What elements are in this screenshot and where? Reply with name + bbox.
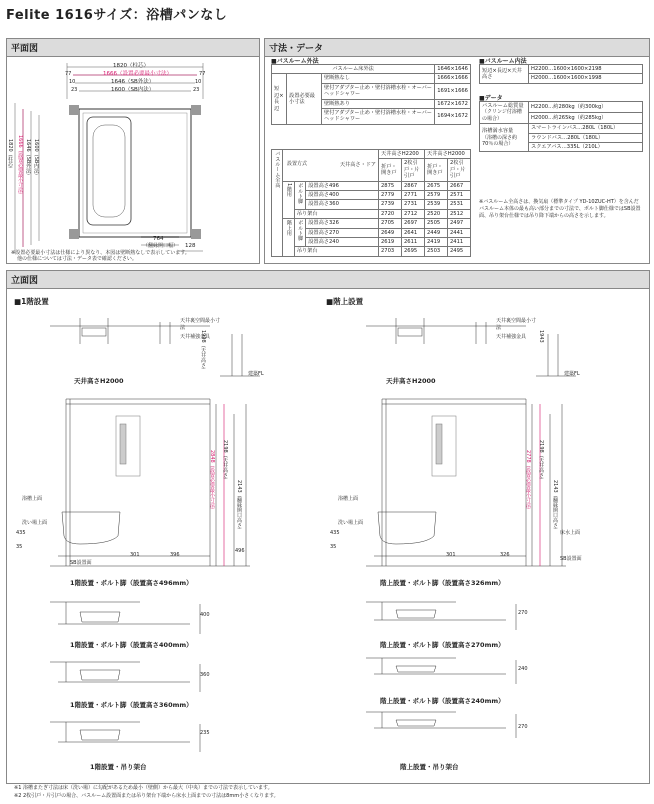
door-col: 2枚引戸・片引戸 [402, 159, 425, 181]
height-row-label: 設置高さ360 [306, 200, 379, 209]
left-small-dim: 496 [235, 548, 245, 554]
right-caption-2: 階上設置・ボルト脚（設置高さ270mm） [380, 641, 505, 649]
height-row-label: 吊り架台 [294, 209, 378, 218]
right-caption-3: 階上設置・ボルト脚（設置高さ240mm） [380, 697, 505, 705]
data-title: ■データ [479, 95, 503, 102]
dimdata-note: ※バスルーム全高さは、換気扇（標準タイプ YD-10ZUC-HT）を含んだバスルーム本体の最も高い部分までの寸法で、ボルト脚仕様ではSB設置面、吊り架台仕様では吊り降下端からの高さを示します。 [479, 199, 641, 219]
outer-row-label: 壁付アダプター止め・壁付浴槽水栓・オーバーヘッドシャワー [322, 109, 435, 125]
inner-row: H2000…1600×1600×1998 [529, 74, 643, 83]
outer-row-label: 壁断熱あり [322, 99, 435, 108]
height-row-label: 設置高さ240 [306, 238, 379, 247]
height-cell: 2731 [402, 200, 425, 209]
height-cell: 2497 [448, 219, 471, 228]
right-dim-3: 2198（天井高さ） [538, 440, 544, 483]
height-cell: 2641 [402, 228, 425, 237]
height-cell: 2667 [448, 181, 471, 190]
right-ceiling-label: 天井高さH2000 [386, 377, 436, 385]
plan-note-2: 他の仕様については寸法・データ表で確認ください。 [17, 256, 137, 262]
dim-top-1: 1820（柱芯） [113, 63, 149, 69]
dim-top-small-5: 23 [71, 87, 78, 93]
left-small-dim: 301 [130, 552, 140, 558]
height-floor1: 1階用 [283, 181, 294, 219]
right-small-dim: 326 [500, 552, 510, 558]
height-cell: 2875 [379, 181, 402, 190]
water-row: ラウンドバス…280L（180L） [529, 133, 643, 142]
height-cell: 2779 [379, 191, 402, 200]
height-bolt-2: ボルト脚 [294, 219, 305, 247]
inner-label: 短辺×長辺×天井高さ [480, 65, 529, 84]
height-method: 設置方式 [287, 161, 308, 167]
outer-row-label: 壁断熱なし [322, 74, 435, 83]
inner-table [479, 64, 643, 84]
left-caption-4: 1階設置・吊り架台 [90, 763, 147, 771]
right-small-dim: 35 [330, 544, 337, 550]
left-small-dim: 400 [200, 612, 210, 618]
dim-top-small-3: 10 [69, 79, 76, 85]
data-table [479, 101, 643, 152]
height-cell: 2512 [448, 209, 471, 218]
height-cell: 2579 [425, 191, 448, 200]
left-dim-4: 2143（翻縁開口高さ） [236, 480, 242, 533]
height-cell: 2697 [402, 219, 425, 228]
plan-header: 平面図 [7, 39, 259, 57]
height-cell: 2449 [425, 228, 448, 237]
dim-left-1: 1820（柱芯） [7, 139, 13, 172]
height-h2000: 天井高さH2000 [425, 150, 471, 159]
outer-group-label: 短辺×長辺 [272, 74, 287, 124]
height-cell: 2720 [379, 209, 402, 218]
left-floor-label: SB設置面 [70, 560, 92, 566]
right-floor-label: 建築FL [564, 371, 580, 377]
dim-top-3: 1646（SB外法） [111, 79, 155, 85]
right-small-dim: 270 [518, 610, 528, 616]
left-top-label-1: 天井裏空間最小寸法 [180, 318, 221, 331]
height-floor2: 階上用 [283, 219, 294, 257]
page-title: Felite 1616サイズ：浴槽パンなし [6, 8, 228, 23]
height-row-label: 設置高さ326 [306, 219, 379, 228]
height-corner: 天井高さ・ドア [283, 150, 379, 182]
height-cell: 2539 [425, 200, 448, 209]
height-cell: 2739 [379, 200, 402, 209]
dim-bottom-1: 764 [153, 236, 164, 242]
height-row-label: 設置高さ270 [306, 228, 379, 237]
right-small-dim: 270 [518, 724, 528, 730]
left-caption-1: 1階設置・ボルト脚（設置高さ496mm） [70, 579, 193, 587]
height-cell: 2705 [379, 219, 402, 228]
dim-top-small-1: 77 [65, 71, 72, 77]
elevation-header: 立面図 [7, 271, 649, 289]
height-row-label: 吊り架台 [294, 247, 378, 256]
height-cell: 2771 [402, 191, 425, 200]
dim-bottom-1-label: （翻縁開口幅） [143, 243, 179, 249]
left-floor-label: 浴槽上面 [22, 496, 43, 502]
height-row-label: 設置高さ400 [306, 191, 379, 200]
height-cell: 2649 [379, 228, 402, 237]
right-top-label-1: 天井裏空間最小寸法 [496, 318, 537, 331]
height-cell: 2495 [448, 247, 471, 256]
water-label: 浴槽満水容量 [482, 128, 514, 135]
left-small-dim: 396 [170, 552, 180, 558]
plan-note-1: ※設置必要最小寸法は仕様により異なり、本図は壁断熱なしで表示しています。 [11, 250, 190, 256]
inner-title: ■バスルーム内法 [479, 58, 527, 65]
left-top-label-2: 天井補強金具 [180, 334, 211, 340]
dim-top-small-2: 77 [199, 71, 206, 77]
dim-top-small-6: 23 [193, 87, 200, 93]
left-caption-2: 1階設置・ボルト脚（設置高さ400mm） [70, 641, 193, 649]
door-col: 折戸・開き戸 [425, 159, 448, 181]
left-dim-2: 2848（設置必要最小寸法） [209, 450, 215, 513]
height-cell: 2571 [448, 191, 471, 200]
left-floor-label: 建築FL [248, 371, 264, 377]
height-cell: 2611 [402, 238, 425, 247]
footnote-1: ※1 浴槽またぎ寸法は床（洗い場）に勾配があるため最小（壁側）から最大（中央）までの寸法で表示しています。 [14, 785, 273, 791]
height-cell: 2867 [402, 181, 425, 190]
right-small-dim: 301 [446, 552, 456, 558]
height-cell: 2520 [425, 209, 448, 218]
dimdata-panel [264, 38, 650, 264]
outer-title: ■バスルーム外法 [271, 58, 319, 65]
dim-left-4: 1600（SB内法） [33, 139, 39, 179]
right-dim-4: 2143（翻縁開口高さ） [552, 480, 558, 533]
outer-row-value: 1672×1672 [435, 99, 471, 108]
right-floor-label: SB設置面 [560, 556, 582, 562]
right-dim-1: 1943 [538, 330, 544, 343]
dim-bottom-2: 128 [185, 243, 196, 249]
outer-row-value: 1666×1666 [435, 74, 471, 83]
dimdata-header: 寸法・データ [265, 39, 649, 57]
height-cell: 2505 [425, 219, 448, 228]
left-small-dim: 235 [200, 730, 210, 736]
water-row: スクエアバス…335L（210L） [529, 143, 643, 152]
weight-sub: （クリンジ付浴槽の場合） [482, 109, 522, 122]
right-floor-label: 洗い場上面 [338, 520, 364, 526]
water-row: スマートラインバス…280L（180L） [529, 124, 643, 133]
weight-row: H2200…約280kg（約300kg） [529, 102, 643, 113]
door-col: 折戸・開き戸 [379, 159, 402, 181]
right-top-label-2: 天井補強金具 [496, 334, 527, 340]
weight-row: H2000…約265kg（約285kg） [529, 113, 643, 124]
outer-row-value: 1691×1666 [435, 83, 471, 99]
left-small-dim: 360 [200, 672, 210, 678]
height-cell: 2419 [425, 238, 448, 247]
dim-top-4: 1600（SB内法） [111, 87, 155, 93]
height-cell: 2703 [379, 247, 402, 256]
water-sub: （浴槽の深さ約70％の場合） [482, 134, 518, 148]
outer-row-label: 壁付アダプター止め・壁付浴槽水栓・オーバーヘッドシャワー [322, 83, 435, 99]
height-cell: 2441 [448, 228, 471, 237]
plan-panel [6, 38, 260, 264]
height-side-label: バスルーム全高 [272, 150, 283, 257]
dim-left-3: 1646（SB外法） [25, 139, 31, 179]
left-title: ■1階設置 [14, 297, 49, 306]
right-floor-label: 浴槽上面 [338, 496, 359, 502]
left-ceiling-label: 天井高さH2000 [74, 377, 124, 385]
height-cell: 2695 [402, 247, 425, 256]
left-small-dim: 35 [16, 544, 23, 550]
weight-label: バスルーム総質量 [482, 103, 524, 109]
left-small-dim: 435 [16, 530, 26, 536]
height-cell: 2503 [425, 247, 448, 256]
height-row-label: 設置高さ496 [306, 181, 379, 190]
dim-top-2: 1666（設置必要最小寸法） [103, 71, 172, 77]
height-cell: 2712 [402, 209, 425, 218]
right-caption-1: 階上設置・ボルト脚（設置高さ326mm） [380, 579, 505, 587]
outer-sub-label: 設置必要最小寸法 [287, 74, 322, 124]
outer-col-value: 1646×1646 [435, 65, 471, 74]
outer-table [271, 64, 471, 125]
height-cell: 2411 [448, 238, 471, 247]
dim-left-2: 1666（設置必要最小寸法） [17, 135, 23, 198]
left-dim-1: 1998（天井高さ） [200, 330, 206, 373]
dim-top-small-4: 10 [195, 79, 202, 85]
footnote-2: ※2 2枚引戸・片引戸の場合、バスルーム設置面または吊り架台下端から床水上面までの寸法は8mm小さくなります。 [14, 793, 279, 799]
height-cell: 2675 [425, 181, 448, 190]
outer-row-value: 1694×1672 [435, 109, 471, 125]
left-dim-3: 2198（天井高さ） [222, 440, 228, 483]
left-floor-label: 洗い場上面 [22, 520, 48, 526]
right-title: ■階上設置 [326, 297, 364, 306]
left-caption-3: 1階設置・ボルト脚（設置高さ360mm） [70, 701, 193, 709]
inner-row: H2200…1600×1600×2198 [529, 65, 643, 74]
height-h2200: 天井高さH2200 [379, 150, 425, 159]
door-col: 2枚引戸・片引戸 [448, 159, 471, 181]
right-small-dim: 435 [330, 530, 340, 536]
right-floor-label: 床水上面 [560, 530, 581, 536]
right-dim-2: 2778（設置必要最小寸法） [525, 450, 531, 513]
right-small-dim: 240 [518, 666, 528, 672]
outer-col-label: バスルーム床外法 [272, 65, 435, 74]
right-caption-4: 階上設置・吊り架台 [400, 763, 459, 771]
height-bolt: ボルト脚 [294, 181, 305, 209]
height-cell: 2531 [448, 200, 471, 209]
height-cell: 2619 [379, 238, 402, 247]
